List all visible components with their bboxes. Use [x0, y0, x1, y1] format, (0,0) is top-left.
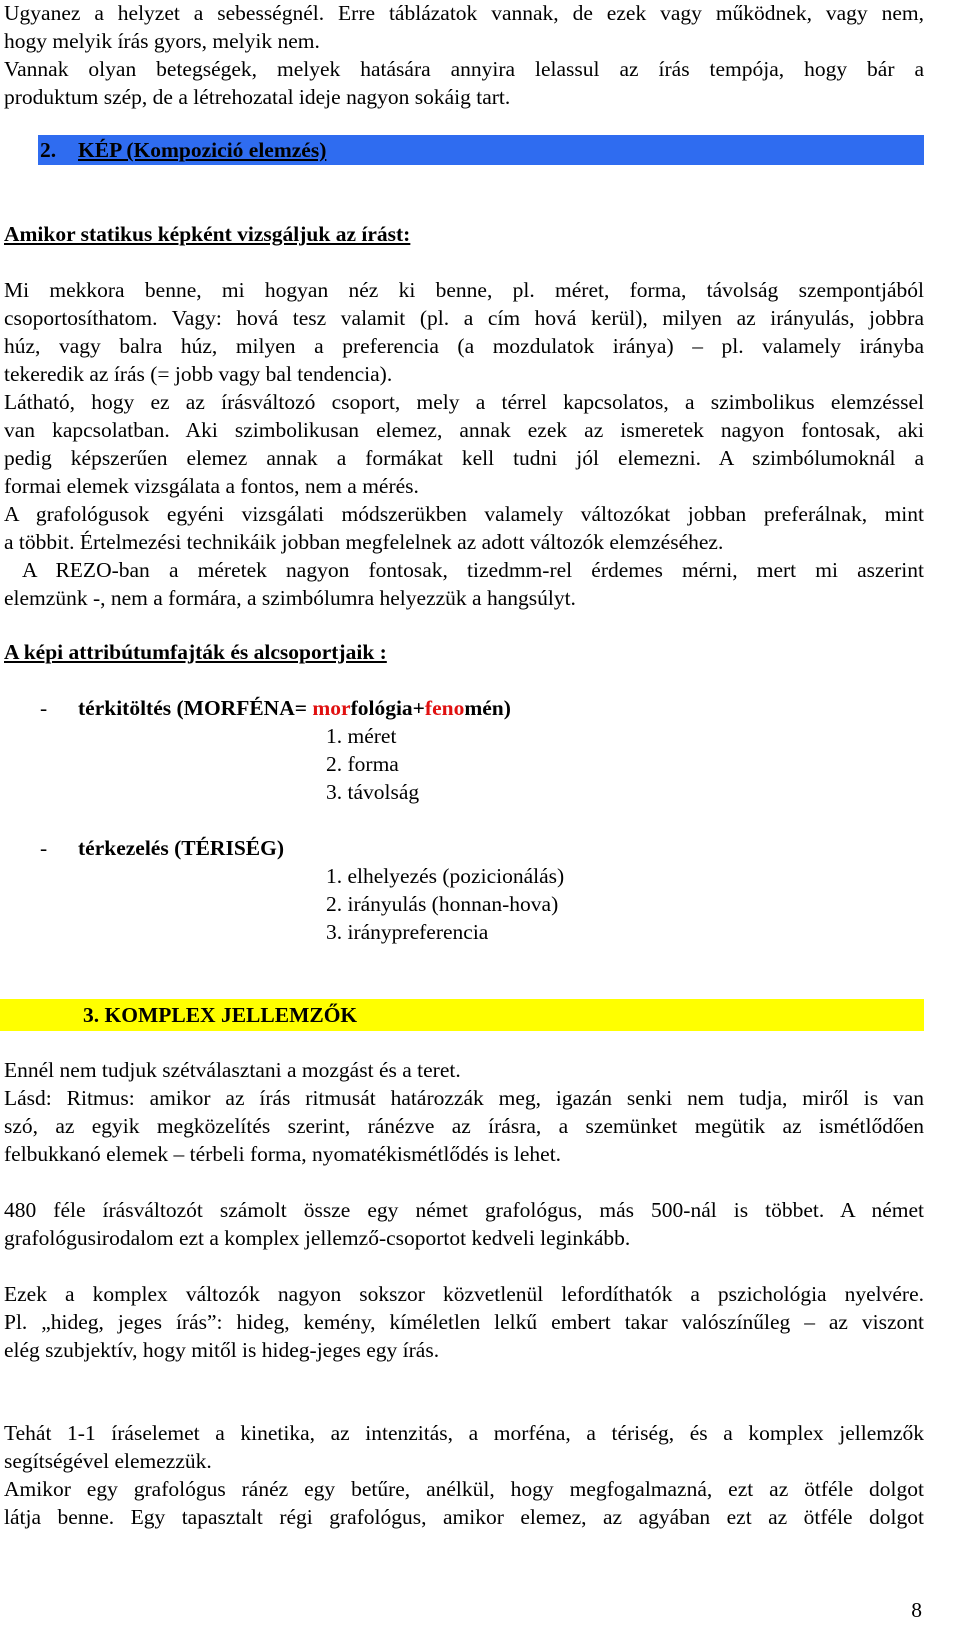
text-line: 480 féle írásváltozót számolt össze egy német grafológus, más 500-nál is többet. A német — [4, 1198, 924, 1222]
list-item: 2. irányulás (honnan-hova) — [326, 892, 559, 916]
text-line: A grafológusok egyéni vizsgálati módszerükben valamely változókat jobban preferálnak, mint — [4, 502, 924, 526]
section-title: KÉP (Kompozició elemzés) — [78, 138, 327, 162]
text-line: Pl. „hideg, jeges írás”: hideg, kemény, kíméletlen lelkű embert takar valószínűleg – az viszont — [4, 1310, 924, 1334]
section-3-heading — [0, 999, 924, 1031]
text-line: Vannak olyan betegségek, melyek hatására annyira lelassul az írás tempója, hogy bár a — [4, 57, 924, 81]
section-number: 2. — [40, 138, 57, 162]
page-number: 8 — [911, 1598, 922, 1622]
text-line: tekeredik az írás (= jobb vagy bal tendencia). — [4, 362, 393, 386]
attribute-label: térkezelés (TÉRISÉG) — [78, 836, 285, 860]
list-item: 3. távolság — [326, 780, 420, 804]
list-dash: - — [40, 836, 48, 860]
list-item: 3. iránypreferencia — [326, 920, 489, 944]
text-line: Lásd: Ritmus: amikor az írás ritmusát határozzák meg, igazán senki nem tudja, miről is van — [4, 1086, 924, 1110]
text-line: a többit. Értelmezési technikáik jobban megfelelnek az adott változók elemzéséhez. — [4, 530, 724, 554]
attribute-label: térkitöltés (MORFÉNA= morfológia+fenomén) — [78, 696, 511, 720]
list-dash: - — [40, 696, 48, 720]
list-item: 1. elhelyezés (pozicionálás) — [326, 864, 565, 888]
section-title: 3. KOMPLEX JELLEMZŐK — [83, 1003, 358, 1027]
text-line: elég szubjektív, hogy mitől is hideg-jeges egy írás. — [4, 1338, 440, 1362]
text-line: Amikor egy grafológus ránéz egy betűre, anélkül, hogy megfogalmazná, ezt az ötféle dolgot — [4, 1477, 924, 1501]
highlight-red: feno — [424, 696, 465, 720]
text-line: Ezek a komplex változók nagyon sokszor közvetlenül lefordíthatók a pszichológia nyelvére. — [4, 1282, 924, 1306]
text-line: szó, az egyik megközelítés szerint, ránézve az írásra, a szemünket megütik az ismétlődően — [4, 1114, 924, 1138]
text-line: Ennél nem tudjuk szétválasztani a mozgást és a teret. — [4, 1058, 461, 1082]
text-line: látja benne. Egy tapasztalt régi grafológus, amikor elemez, az agyában ezt az ötféle dolgot — [4, 1505, 924, 1529]
section-2-heading — [38, 135, 924, 165]
text-line: pedig képszerűen elemez annak a formákat kell tudni jól elemezni. A szimbólumoknál a — [4, 446, 924, 470]
text-line: Látható, hogy ez az írásváltozó csoport, mely a térrel kapcsolatos, a szimbolikus elemzéssel — [4, 390, 924, 414]
text-line: A REZO-ban a méretek nagyon fontosak, tizedmm-rel érdemes mérni, mert mi aszerint — [4, 558, 924, 582]
text-line: Ugyanez a helyzet a sebességnél. Erre táblázatok vannak, de ezek vagy működnek, vagy nem, — [4, 1, 924, 25]
text-line: elemzünk -, nem a formára, a szimbólumra helyezzük a hangsúlyt. — [4, 586, 576, 610]
section-3-paragraph-3 — [4, 1280, 924, 1364]
list-item: 1. méret — [326, 724, 397, 748]
text-line: grafológusirodalom ezt a komplex jellemző-csoportot kedveli leginkább. — [4, 1226, 631, 1250]
list-item: 2. forma — [326, 752, 399, 776]
intro-paragraph — [4, 0, 924, 111]
text-line: segítségével elemezzük. — [4, 1449, 212, 1473]
text-line: van kapcsolatban. Aki szimbolikusan elemez, annak ezek az ismeretek nagyon fontosak, aki — [4, 418, 924, 442]
text-line: formai elemek vizsgálata a fontos, nem a mérés. — [4, 474, 419, 498]
section-3-paragraph-4 — [4, 1419, 924, 1531]
text-line: Tehát 1-1 íráselemet a kinetika, az intenzitás, a morféna, a tériség, és a komplex jellemzők — [4, 1421, 924, 1445]
text-line: hogy melyik írás gyors, melyik nem. — [4, 29, 320, 53]
section-3-paragraph-2 — [4, 1196, 924, 1252]
text-line: produktum szép, de a létrehozatal ideje nagyon sokáig tart. — [4, 85, 511, 109]
section-2-paragraph — [4, 276, 924, 612]
section-subtitle: Amikor statikus képként vizsgáljuk az írást: — [4, 222, 411, 246]
attributes-heading: A képi attribútumfajták és alcsoportjaik : — [4, 640, 387, 664]
text-line: felbukkanó elemek – térbeli forma, nyomatékismétlődés is lehet. — [4, 1142, 562, 1166]
highlight-red: mor — [312, 696, 351, 720]
text-line: húz, vagy balra húz, milyen a preferencia (a mozdulatok iránya) – pl. valamely irányba — [4, 334, 924, 358]
text-line: Mi mekkora benne, mi hogyan néz ki benne, pl. méret, forma, távolság szempontjából — [4, 278, 924, 302]
text-line: csoportosíthatom. Vagy: hová tesz valamit (pl. a cím hová kerül), milyen az irányulás, jobbra — [4, 306, 924, 330]
section-3-paragraph-1 — [4, 1056, 924, 1168]
